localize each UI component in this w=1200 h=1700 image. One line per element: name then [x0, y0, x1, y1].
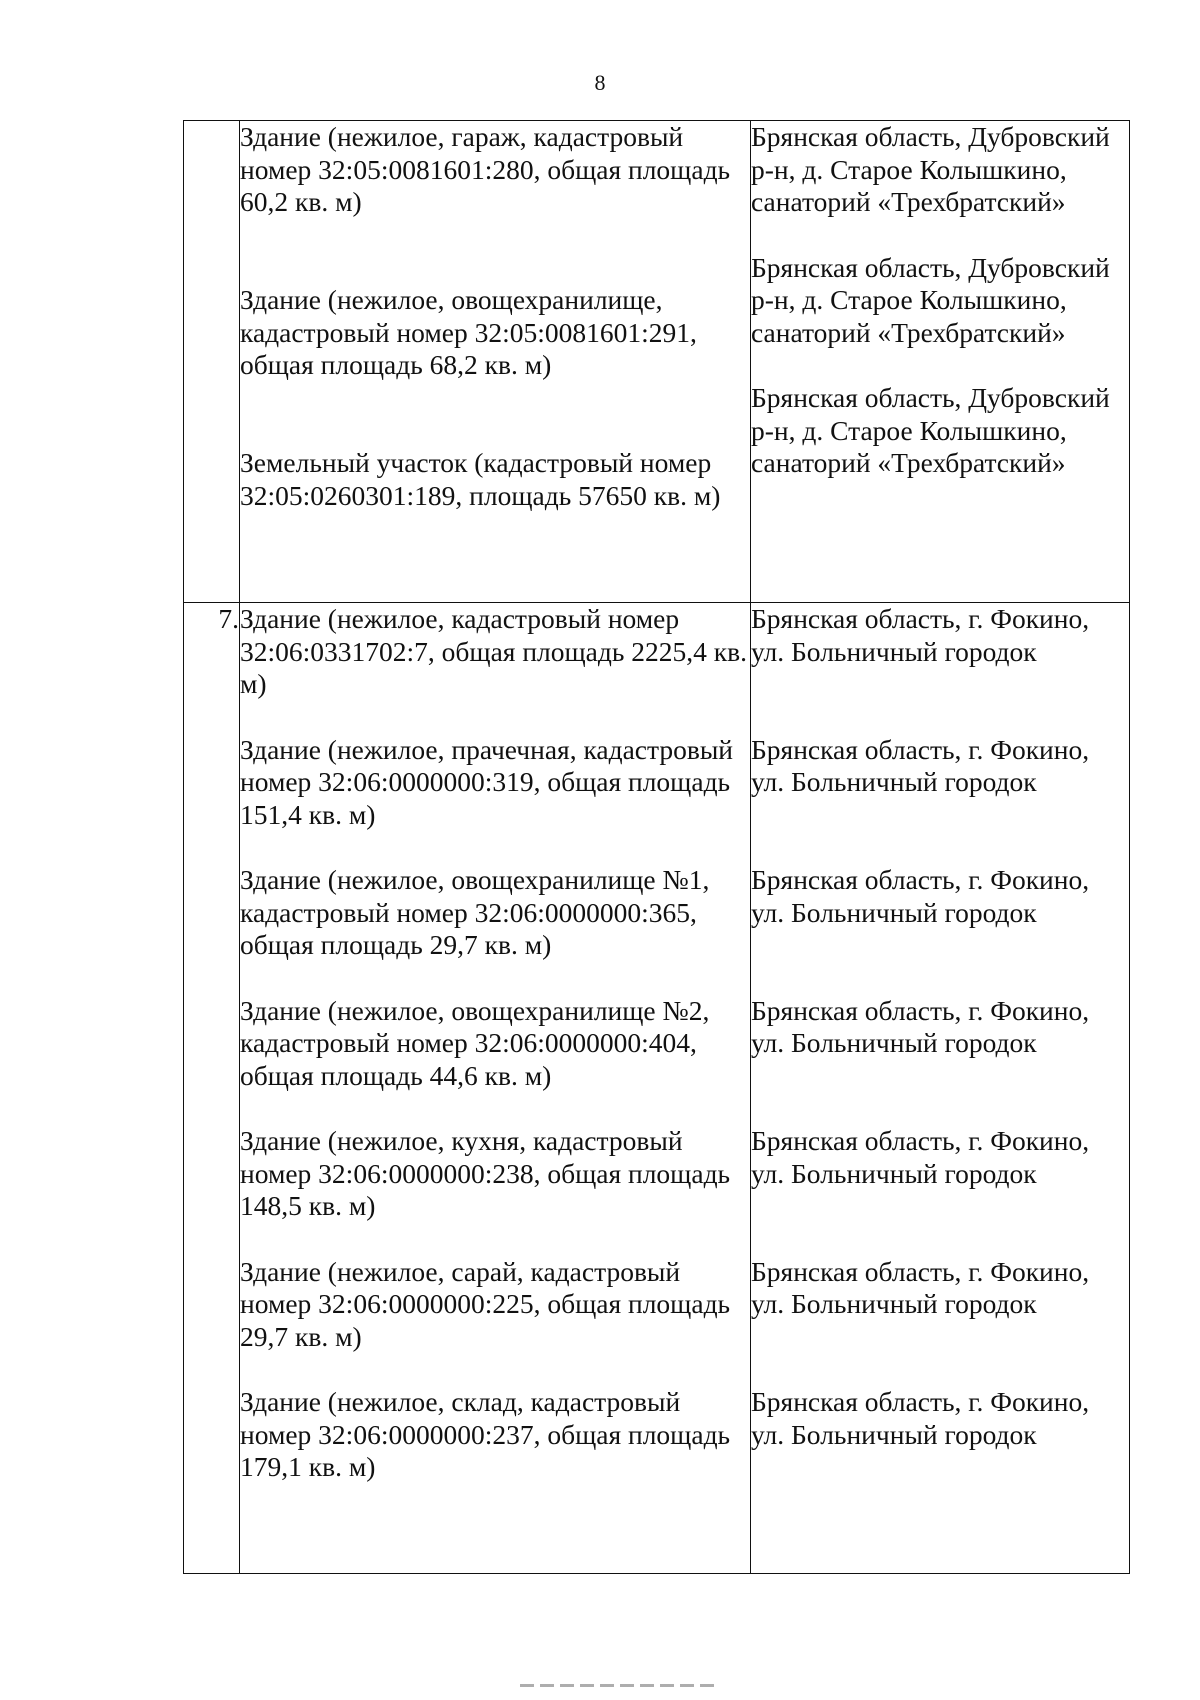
property-description: Здание (нежилое, овощехранилище, кадастровый номер 32:05:0081601:291, общая площадь 68,2 кв. м) — [240, 284, 697, 380]
property-address: Брянская область, Дубровский р-н, д. Старое Колышкино, санаторий «Трехбратский» — [751, 121, 1110, 217]
property-description: Здание (нежилое, овощехранилище №1, кадастровый номер 32:06:0000000:365, общая площадь 29,7 кв. м) — [240, 864, 710, 960]
table-row — [184, 603, 1130, 1574]
property-address: Брянская область, г. Фокино, ул. Больничный городок — [751, 733, 1090, 797]
scan-artifact — [520, 1684, 720, 1687]
property-address: Брянская область, г. Фокино, ул. Больничный городок — [751, 603, 1090, 667]
property-description: Здание (нежилое, кадастровый номер 32:06:0331702:7, общая площадь 2225,4 кв. м) — [240, 603, 748, 699]
property-description: Здание (нежилое, склад, кадастровый номер 32:06:0000000:237, общая площадь 179,1 кв. м) — [240, 1386, 731, 1482]
property-address: Брянская область, г. Фокино, ул. Больничный городок — [751, 864, 1090, 928]
property-description: Земельный участок (кадастровый номер 32:05:0260301:189, площадь 57650 кв. м) — [240, 447, 721, 511]
property-address: Брянская область, г. Фокино, ул. Больничный городок — [751, 1125, 1090, 1189]
property-description: Здание (нежилое, кухня, кадастровый номер 32:06:0000000:238, общая площадь 148,5 кв. м) — [240, 1125, 731, 1221]
property-address: Брянская область, г. Фокино, ул. Больничный городок — [751, 1255, 1090, 1319]
row-number — [184, 121, 240, 603]
property-address: Брянская область, Дубровский р-н, д. Старое Колышкино, санаторий «Трехбратский» — [751, 251, 1110, 348]
property-description: Здание (нежилое, овощехранилище №2, кадастровый номер 32:06:0000000:404, общая площадь 44,6 кв. м) — [240, 994, 710, 1091]
property-address: Брянская область, г. Фокино, ул. Больничный городок — [751, 1386, 1090, 1450]
property-table — [183, 120, 1130, 1574]
address-cell — [751, 121, 1130, 603]
property-description: Здание (нежилое, прачечная, кадастровый номер 32:06:0000000:319, общая площадь 151,4 кв. м) — [240, 733, 734, 830]
property-address: Брянская область, Дубровский р-н, д. Старое Колышкино, санаторий «Трехбратский» — [751, 382, 1110, 478]
row-number: 7. — [184, 603, 240, 1574]
property-description: Здание (нежилое, сарай, кадастровый номер 32:06:0000000:225, общая площадь 29,7 кв. м) — [240, 1255, 731, 1352]
property-address: Брянская область, г. Фокино, ул. Больничный городок — [751, 994, 1090, 1058]
description-cell — [240, 121, 751, 603]
address-cell — [751, 603, 1130, 1574]
property-description: Здание (нежилое, гараж, кадастровый номер 32:05:0081601:280, общая площадь 60,2 кв. м) — [240, 121, 731, 217]
page-number: 8 — [594, 70, 606, 95]
description-cell — [240, 603, 751, 1574]
table-row — [184, 121, 1130, 603]
